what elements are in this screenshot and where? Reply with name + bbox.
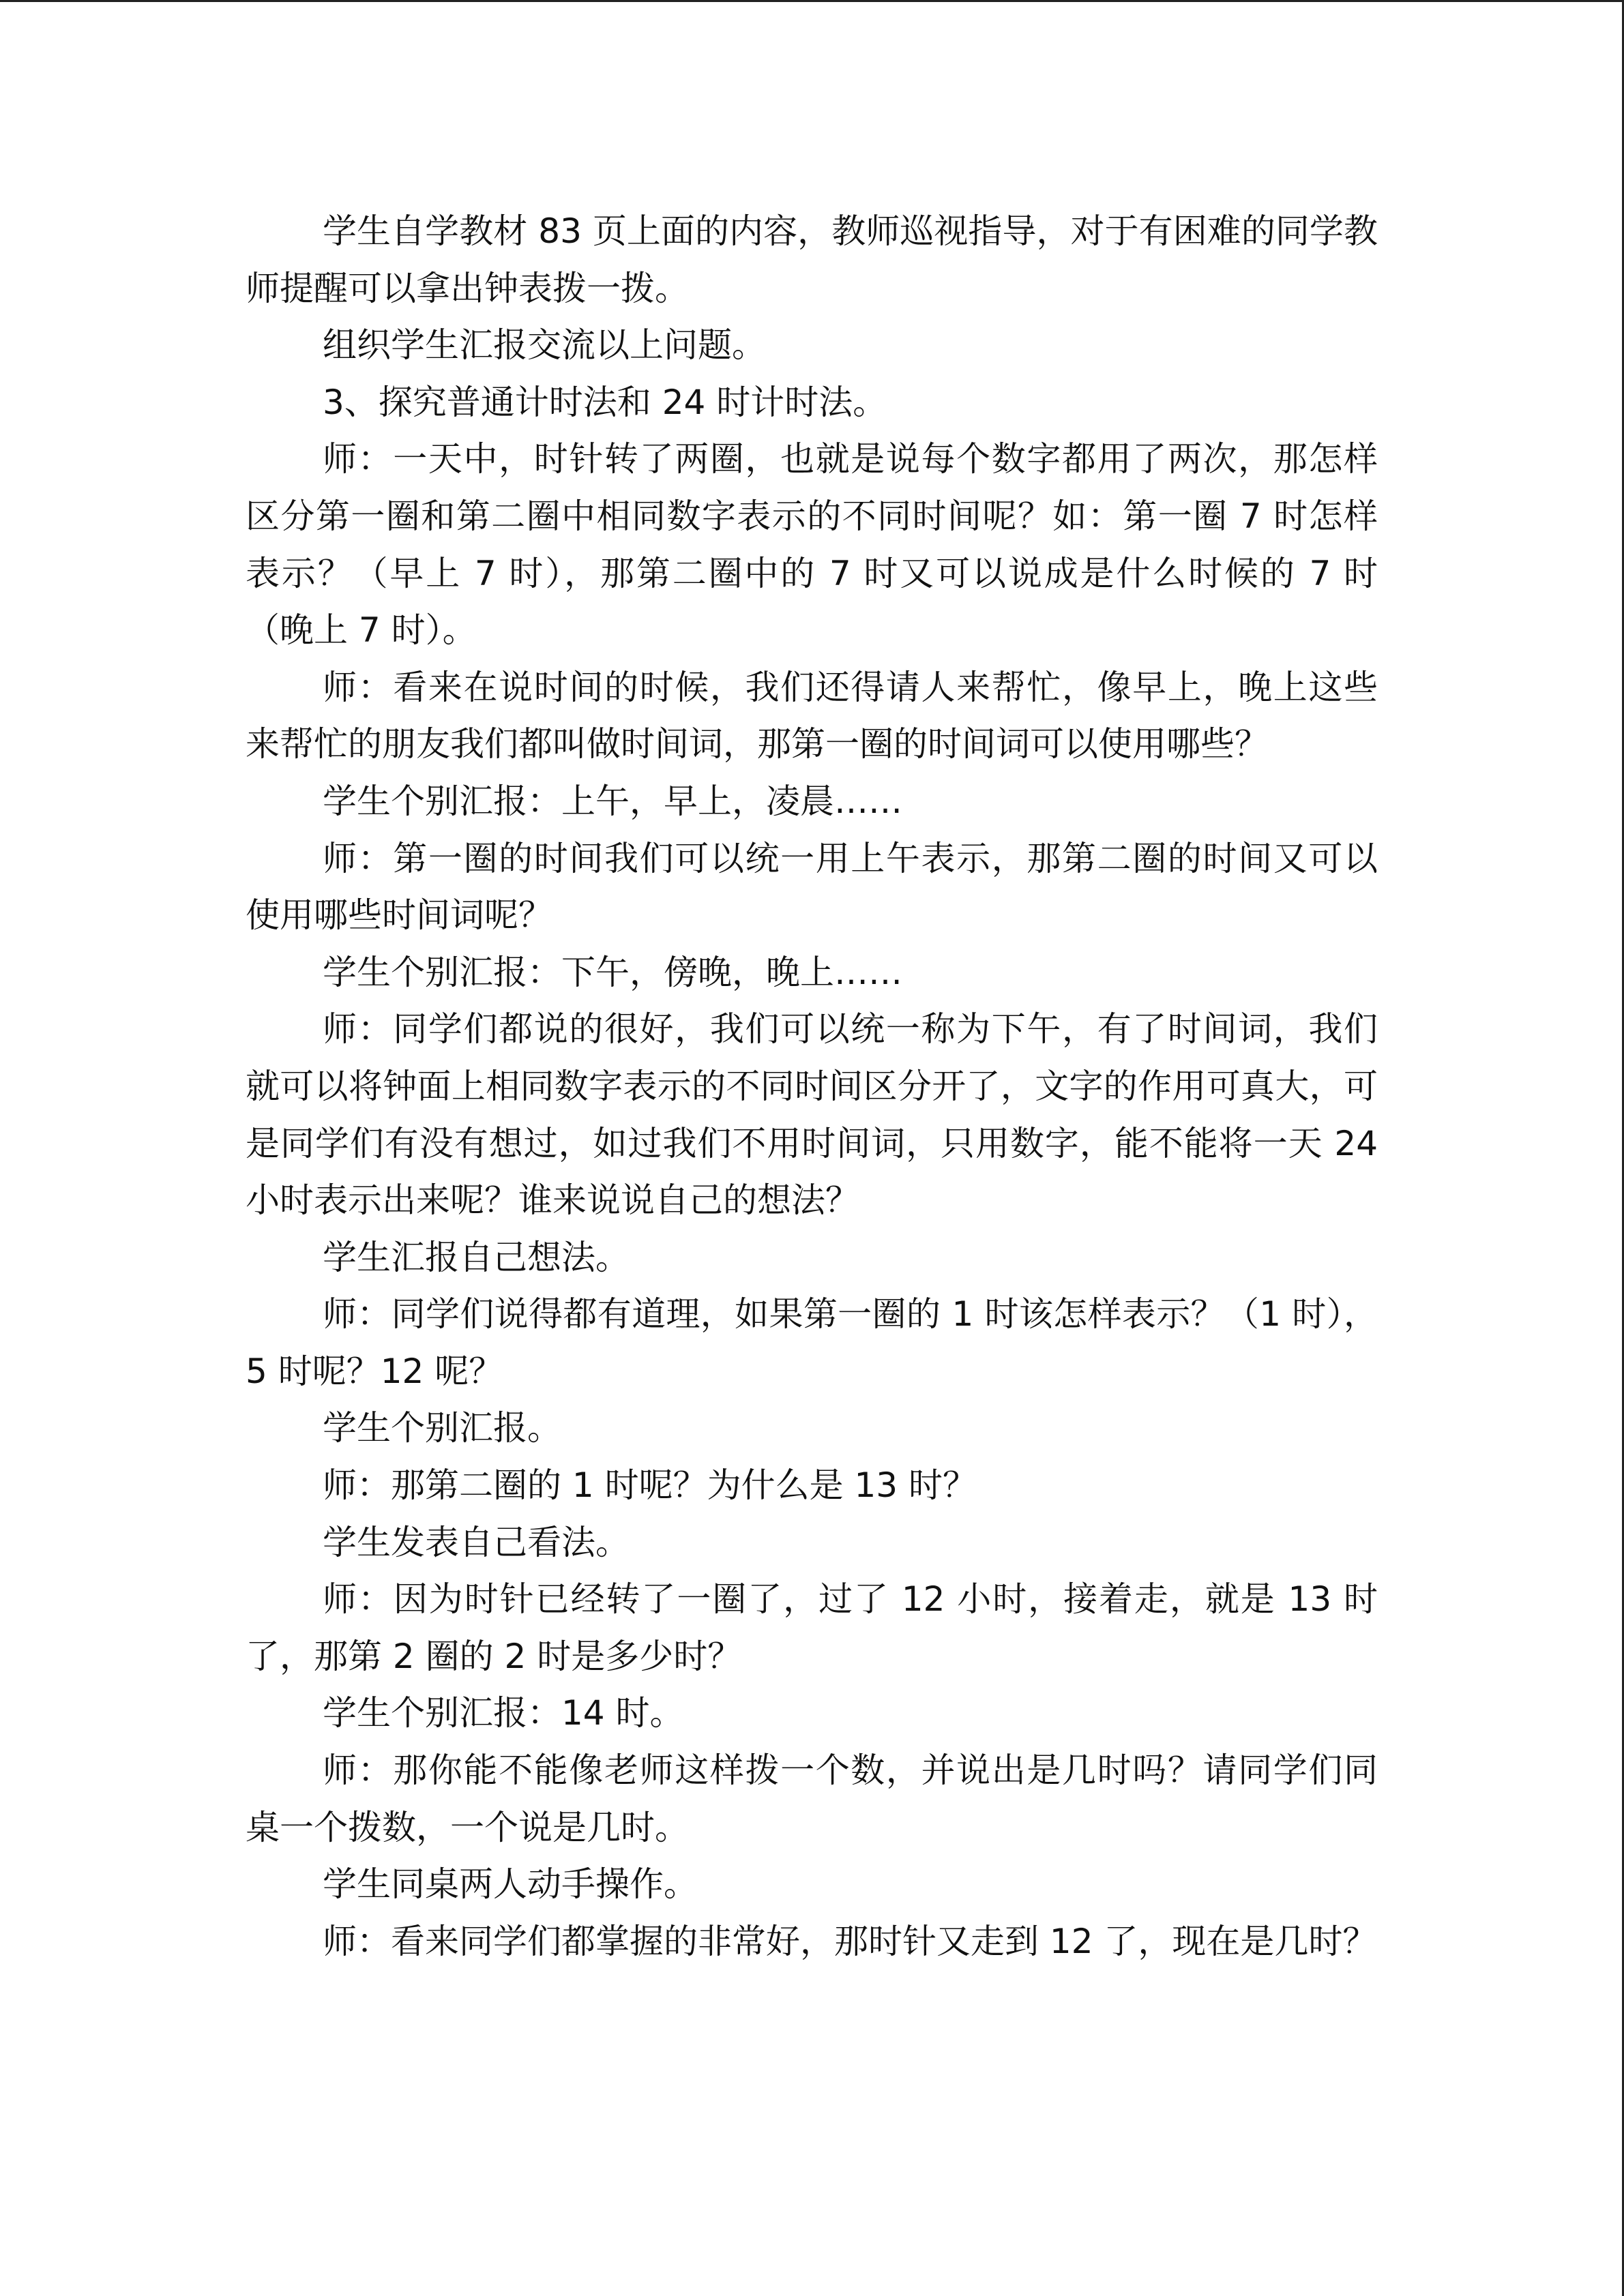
paragraph: 学生个别汇报：下午，傍晚，晚上…… <box>323 952 902 992</box>
paragraph: 学生个别汇报：14 时。 <box>323 1693 684 1733</box>
paragraph: 学生同桌两人动手操作。 <box>323 1864 698 1905</box>
paragraph: 学生个别汇报：上午，早上，凌晨…… <box>323 781 902 821</box>
document-body <box>246 203 1378 1970</box>
paragraph: 师：一天中，时针转了两圈，也就是说每个数字都用了两次，那怎样区分第一圈和第二圈中相同数字表示的不同时间呢？如：第一圈 7 时怎样表示？（早上 7 时），那第二圈中的 7 时又可以说成是什么时候的 7 时（晚上 7 时）。 <box>246 439 1378 651</box>
paragraph: 师：那你能不能像老师这样拨一个数，并说出是几时吗？请同学们同桌一个拨数，一个说是几时。 <box>246 1750 1378 1847</box>
paragraph: 师：同学们说得都有道理，如果第一圈的 1 时该怎样表示？（1 时），5 时呢？12 呢？ <box>246 1294 1378 1391</box>
paragraph: 学生发表自己看法。 <box>323 1522 630 1562</box>
paragraph: 学生个别汇报。 <box>323 1408 561 1448</box>
paragraph: 师：看来同学们都掌握的非常好，那时针又走到 12 了，现在是几时？ <box>323 1921 1377 1961</box>
paragraph: 师：第一圈的时间我们可以统一用上午表示，那第二圈的时间又可以使用哪些时间词呢？ <box>246 838 1378 936</box>
paragraph: 组织学生汇报交流以上问题。 <box>323 325 766 366</box>
paragraph: 师：看来在说时间的时候，我们还得请人来帮忙，像早上，晚上这些来帮忙的朋友我们都叫做时间词，那第一圈的时间词可以使用哪些？ <box>246 667 1378 764</box>
paragraph: 师：因为时针已经转了一圈了，过了 12 小时，接着走，就是 13 时了，那第 2 圈的 2 时是多少时？ <box>246 1579 1378 1676</box>
paragraph: 师：那第二圈的 1 时呢？为什么是 13 时？ <box>323 1465 977 1506</box>
paragraph: 3、探究普通计时法和 24 时计时法。 <box>323 382 887 422</box>
paragraph: 学生汇报自己想法。 <box>323 1237 630 1277</box>
paragraph: 学生自学教材 83 页上面的内容，教师巡视指导，对于有困难的同学教师提醒可以拿出钟表拨一拨。 <box>246 211 1378 308</box>
paragraph: 师：同学们都说的很好，我们可以统一称为下午，有了时间词，我们就可以将钟面上相同数字表示的不同时间区分开了，文字的作用可真大，可是同学们有没有想过，如过我们不用时间词，只用数字，能不能将一天 24 小时表示出来呢？谁来说说自己的想法？ <box>246 1009 1378 1221</box>
